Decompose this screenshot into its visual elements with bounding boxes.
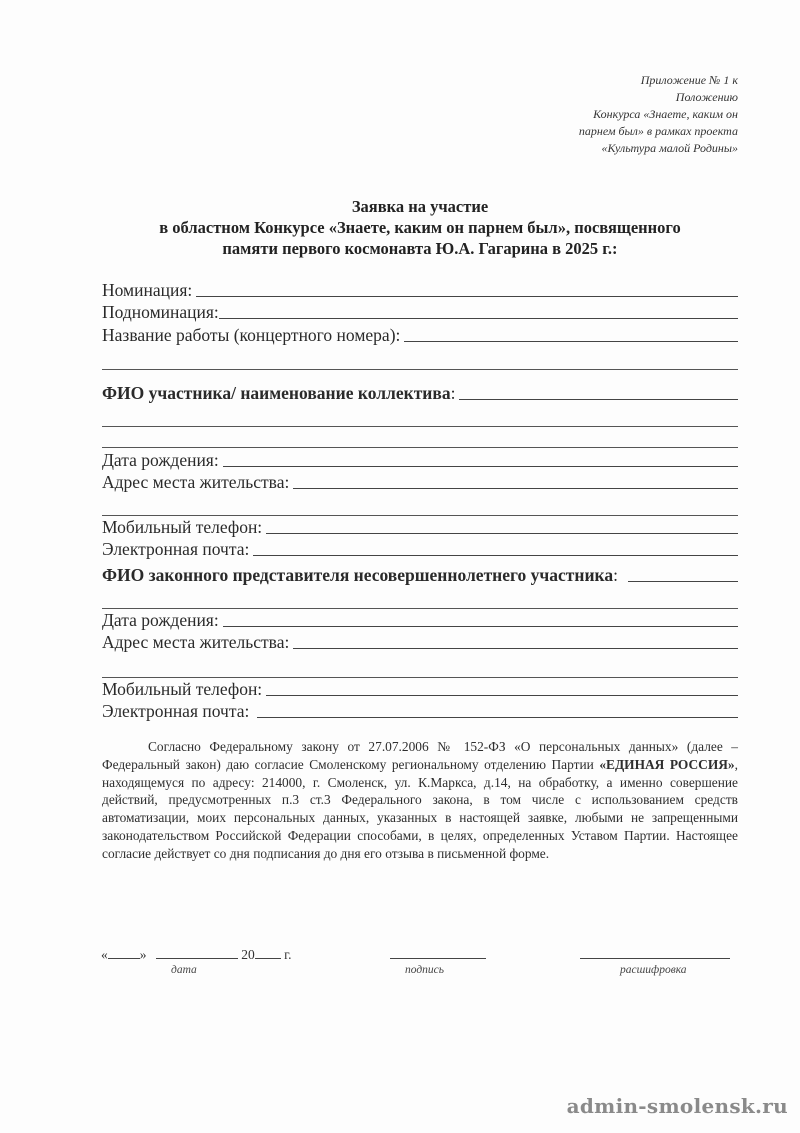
guardian-mobile-field[interactable]	[102, 679, 738, 699]
consent-text-2: , находящемуся по адресу: 214000, г. Смоленск, ул. К.Маркса, д.14, на обработку, а именно совершение действий, предусмотренных п.3 ст.3 Федерального закона, в том числе с использованием средств автоматизации, моих персональных данных, указанных в настоящей заявке, любыми не запрещенными законодательством Российской Федерации способами, в целях, определенных Уставом Партии. Настоящее согласие действует со дня подписания до дня его отзыва в письменной форме.	[102, 756, 738, 861]
signature-caption: подпись	[405, 964, 445, 976]
email-label: Электронная почта:	[102, 539, 250, 559]
appendix-line: «Культура малой Родины»	[601, 141, 738, 155]
guardian-address-label: Адрес места жительства:	[102, 632, 290, 652]
mobile-blank[interactable]	[266, 517, 738, 534]
mobile-label: Мобильный телефон:	[102, 517, 263, 537]
mobile-field[interactable]	[102, 517, 738, 537]
decoding-blank[interactable]	[580, 946, 730, 959]
email-field[interactable]	[102, 539, 738, 559]
appendix-line: Положению	[675, 90, 738, 104]
party-name: «ЕДИНАЯ РОССИЯ»	[599, 756, 735, 772]
address-blank[interactable]	[293, 472, 738, 489]
address-label: Адрес места жительства:	[102, 472, 290, 492]
guardian-mobile-blank[interactable]	[266, 679, 738, 696]
work-title-blank[interactable]	[404, 325, 738, 342]
subnomination-blank[interactable]	[219, 302, 738, 319]
year-suffix: г.	[284, 947, 292, 962]
guardian-name-label: ФИО законного представителя несовершеннолетнего участника	[102, 565, 614, 585]
guardian-email-blank[interactable]	[257, 701, 738, 718]
participant-name-label: ФИО участника/ наименование коллектива	[102, 383, 451, 403]
guardian-name-field[interactable]	[102, 565, 738, 585]
participant-name-extra-line-1[interactable]	[102, 426, 738, 427]
appendix-line: Конкурса «Знаете, каким он	[593, 107, 738, 121]
date-caption: дата	[171, 964, 197, 976]
participant-name-extra-line-2[interactable]	[102, 447, 738, 448]
birth-date-field[interactable]	[102, 450, 738, 470]
guardian-birth-date-field[interactable]	[102, 610, 738, 630]
guardian-name-colon: :	[613, 565, 618, 585]
title-line-1: Заявка на участие	[351, 197, 489, 216]
guardian-name-extra-line[interactable]	[102, 608, 738, 609]
guardian-name-blank[interactable]	[628, 565, 738, 582]
day-blank[interactable]	[108, 946, 140, 959]
decoding-caption: расшифровка	[620, 964, 687, 976]
participant-name-colon: :	[450, 383, 456, 403]
guardian-address-field[interactable]	[102, 632, 738, 652]
address-field[interactable]	[102, 472, 738, 492]
guardian-email-field[interactable]	[102, 701, 738, 721]
birth-date-blank[interactable]	[223, 450, 738, 467]
close-quote: »	[139, 947, 147, 962]
signature-field[interactable]	[390, 946, 486, 963]
participant-name-blank[interactable]	[459, 383, 738, 400]
consent-text-1: Согласно Федеральному закону от 27.07.2006 № 152-ФЗ «О персональных данных» (далее – Федеральный закон) даю согласие Смоленскому региональному отделению Партии	[102, 739, 738, 772]
nomination-blank[interactable]	[196, 280, 738, 297]
site-watermark: admin-smolensk.ru	[566, 1094, 788, 1118]
year-prefix: 20	[241, 947, 255, 962]
title-line-3: памяти первого космонавта Ю.А. Гагарина в 2025 г.:	[222, 239, 618, 258]
work-title-label: Название работы (концертного номера):	[102, 325, 401, 345]
guardian-address-extra-line[interactable]	[102, 677, 738, 678]
personal-data-consent	[102, 738, 738, 863]
guardian-birth-date-blank[interactable]	[223, 610, 738, 627]
participant-name-field[interactable]	[102, 383, 738, 403]
document-title	[60, 196, 780, 259]
address-extra-line[interactable]	[102, 515, 738, 516]
subnomination-label: Подноминация:	[102, 302, 219, 322]
guardian-mobile-label: Мобильный телефон:	[102, 679, 263, 699]
subnomination-field[interactable]	[102, 302, 738, 322]
appendix-line: парнем был» в рамках проекта	[578, 124, 738, 138]
guardian-email-label: Электронная почта:	[102, 701, 250, 721]
email-blank[interactable]	[253, 539, 738, 556]
month-blank[interactable]	[156, 946, 238, 959]
open-quote: «	[101, 947, 108, 962]
decoding-field[interactable]	[580, 946, 730, 963]
date-field[interactable]	[101, 946, 292, 963]
title-line-2: в областном Конкурсе «Знаете, каким он парнем был», посвященного	[159, 218, 681, 237]
nomination-label: Номинация:	[102, 280, 193, 300]
nomination-field[interactable]	[102, 280, 738, 300]
year-blank[interactable]	[255, 946, 281, 959]
appendix-line: Приложение № 1 к	[640, 73, 738, 87]
birth-date-label: Дата рождения:	[102, 450, 219, 470]
work-title-extra-line[interactable]	[102, 369, 738, 370]
appendix-note	[579, 72, 738, 157]
work-title-field[interactable]	[102, 325, 738, 345]
guardian-address-blank[interactable]	[293, 632, 738, 649]
signature-blank[interactable]	[390, 946, 486, 959]
guardian-birth-date-label: Дата рождения:	[102, 610, 219, 630]
